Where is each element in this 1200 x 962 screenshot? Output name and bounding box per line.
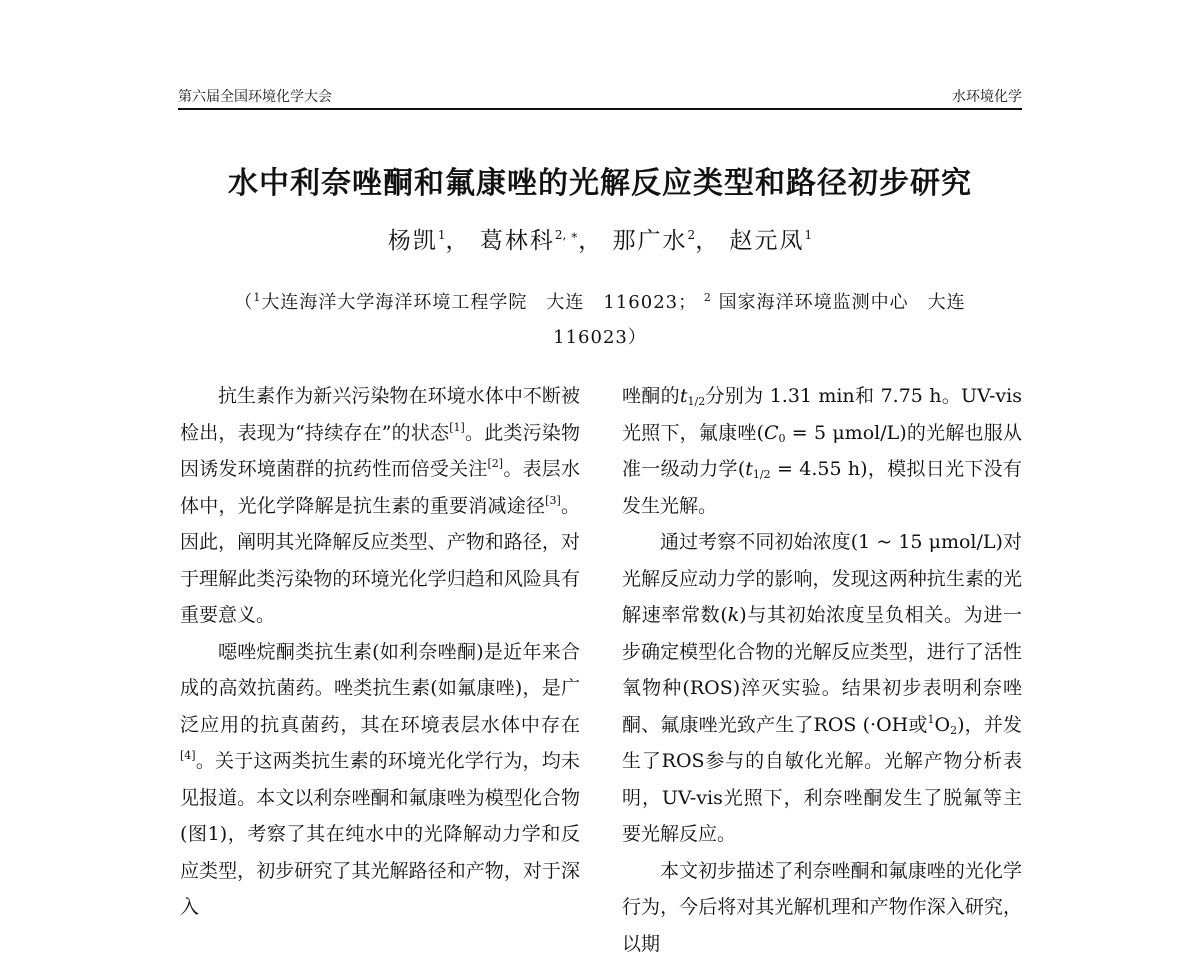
paragraph: 本文初步描述了利奈唑酮和氟康唑的光化学行为，今后将对其光解机理和产物作深入研究，以期 [622,853,1022,962]
author-list: 杨凯$^1$， 葛林科$^{2, ∗}$， 那广水$^2$， 赵元凤$^1$ [0,222,1200,255]
citation: [1] [449,421,465,434]
left-column [180,378,580,897]
right-column [622,378,1022,897]
affiliation-1: 大连海洋大学海洋环境工程学院 大连 116023； [261,292,697,313]
affiliation-2: 国家海洋环境监测中心 大连 116023） [553,292,965,348]
paragraph: 唑酮的$t_{1/2}$分别为 1.31 min和 7.75 h。UV-vis光照下，氟康唑($C_0 = 5$ μmol/L)的光解也服从准一级动力学($t_{1/2} = 4.55$ h)，模拟日光下没有发生光解。 [622,378,1022,524]
conference-name: 第六届全国环境化学大会 [178,86,332,108]
author-name: 赵元凤 [730,228,805,254]
running-header [178,86,1022,110]
citation: [2] [488,457,504,470]
author-affil-mark: 2 [688,228,696,242]
paragraph: 抗生素作为新兴污染物在环境水体中不断被检出，表现为“持续存在”的状态[1]。此类污染物因诱发环境菌群的抗药性而倍受关注[2]。表层水体中，光化学降解是抗生素的重要消减途径[3]。因此，阐明其光降解反应类型、产物和路径，对于理解此类污染物的环境光化学归趋和风险具有重要意义。 [180,378,580,634]
citation: [4] [180,749,196,762]
affiliations: （$^1$大连海洋大学海洋环境工程学院 大连 116023； $^2$ 国家海洋环境监测中心 大连 116023） [210,280,990,355]
section-name: 水环境化学 [952,86,1022,108]
paragraph: 通过考察不同初始浓度(1 ~ 15 μmol/L)对光解反应动力学的影响，发现这两种抗生素的光解速率常数(k)与其初始浓度呈负相关。为进一步确定模型化合物的光解反应类型，进行了活性氧物种(ROS)淬灭实验。结果初步表明利奈唑酮、氟康唑光致产生了ROS (·OH或$^1O_2$)，并发生了ROS参与的自敏化光解。光解产物分析表明，UV-vis光照下，利奈唑酮发生了脱氟等主要光解反应。 [622,524,1022,853]
author-affil-mark: 1 [805,228,813,242]
paragraph: 噁唑烷酮类抗生素(如利奈唑酮)是近年来合成的高效抗菌药。唑类抗生素(如氟康唑)，是广泛应用的抗真菌药，其在环境表层水体中存在[4]。关于这两类抗生素的环境光化学行为，均未见报道。本文以利奈唑酮和氟康唑为模型化合物(图1)，考察了其在纯水中的光降解动力学和反应类型，初步研究了其光解路径和产物，对于深入 [180,634,580,926]
author-name: 葛林科 [480,228,555,254]
author-affil-mark: 2, ∗ [555,228,578,242]
paper-title: 水中利奈唑酮和氟康唑的光解反应类型和路径初步研究 [0,158,1200,202]
author-name: 那广水 [613,228,688,254]
author-affil-mark: 1 [438,228,446,242]
citation: [3] [545,494,561,507]
author-name: 杨凯 [388,228,438,254]
